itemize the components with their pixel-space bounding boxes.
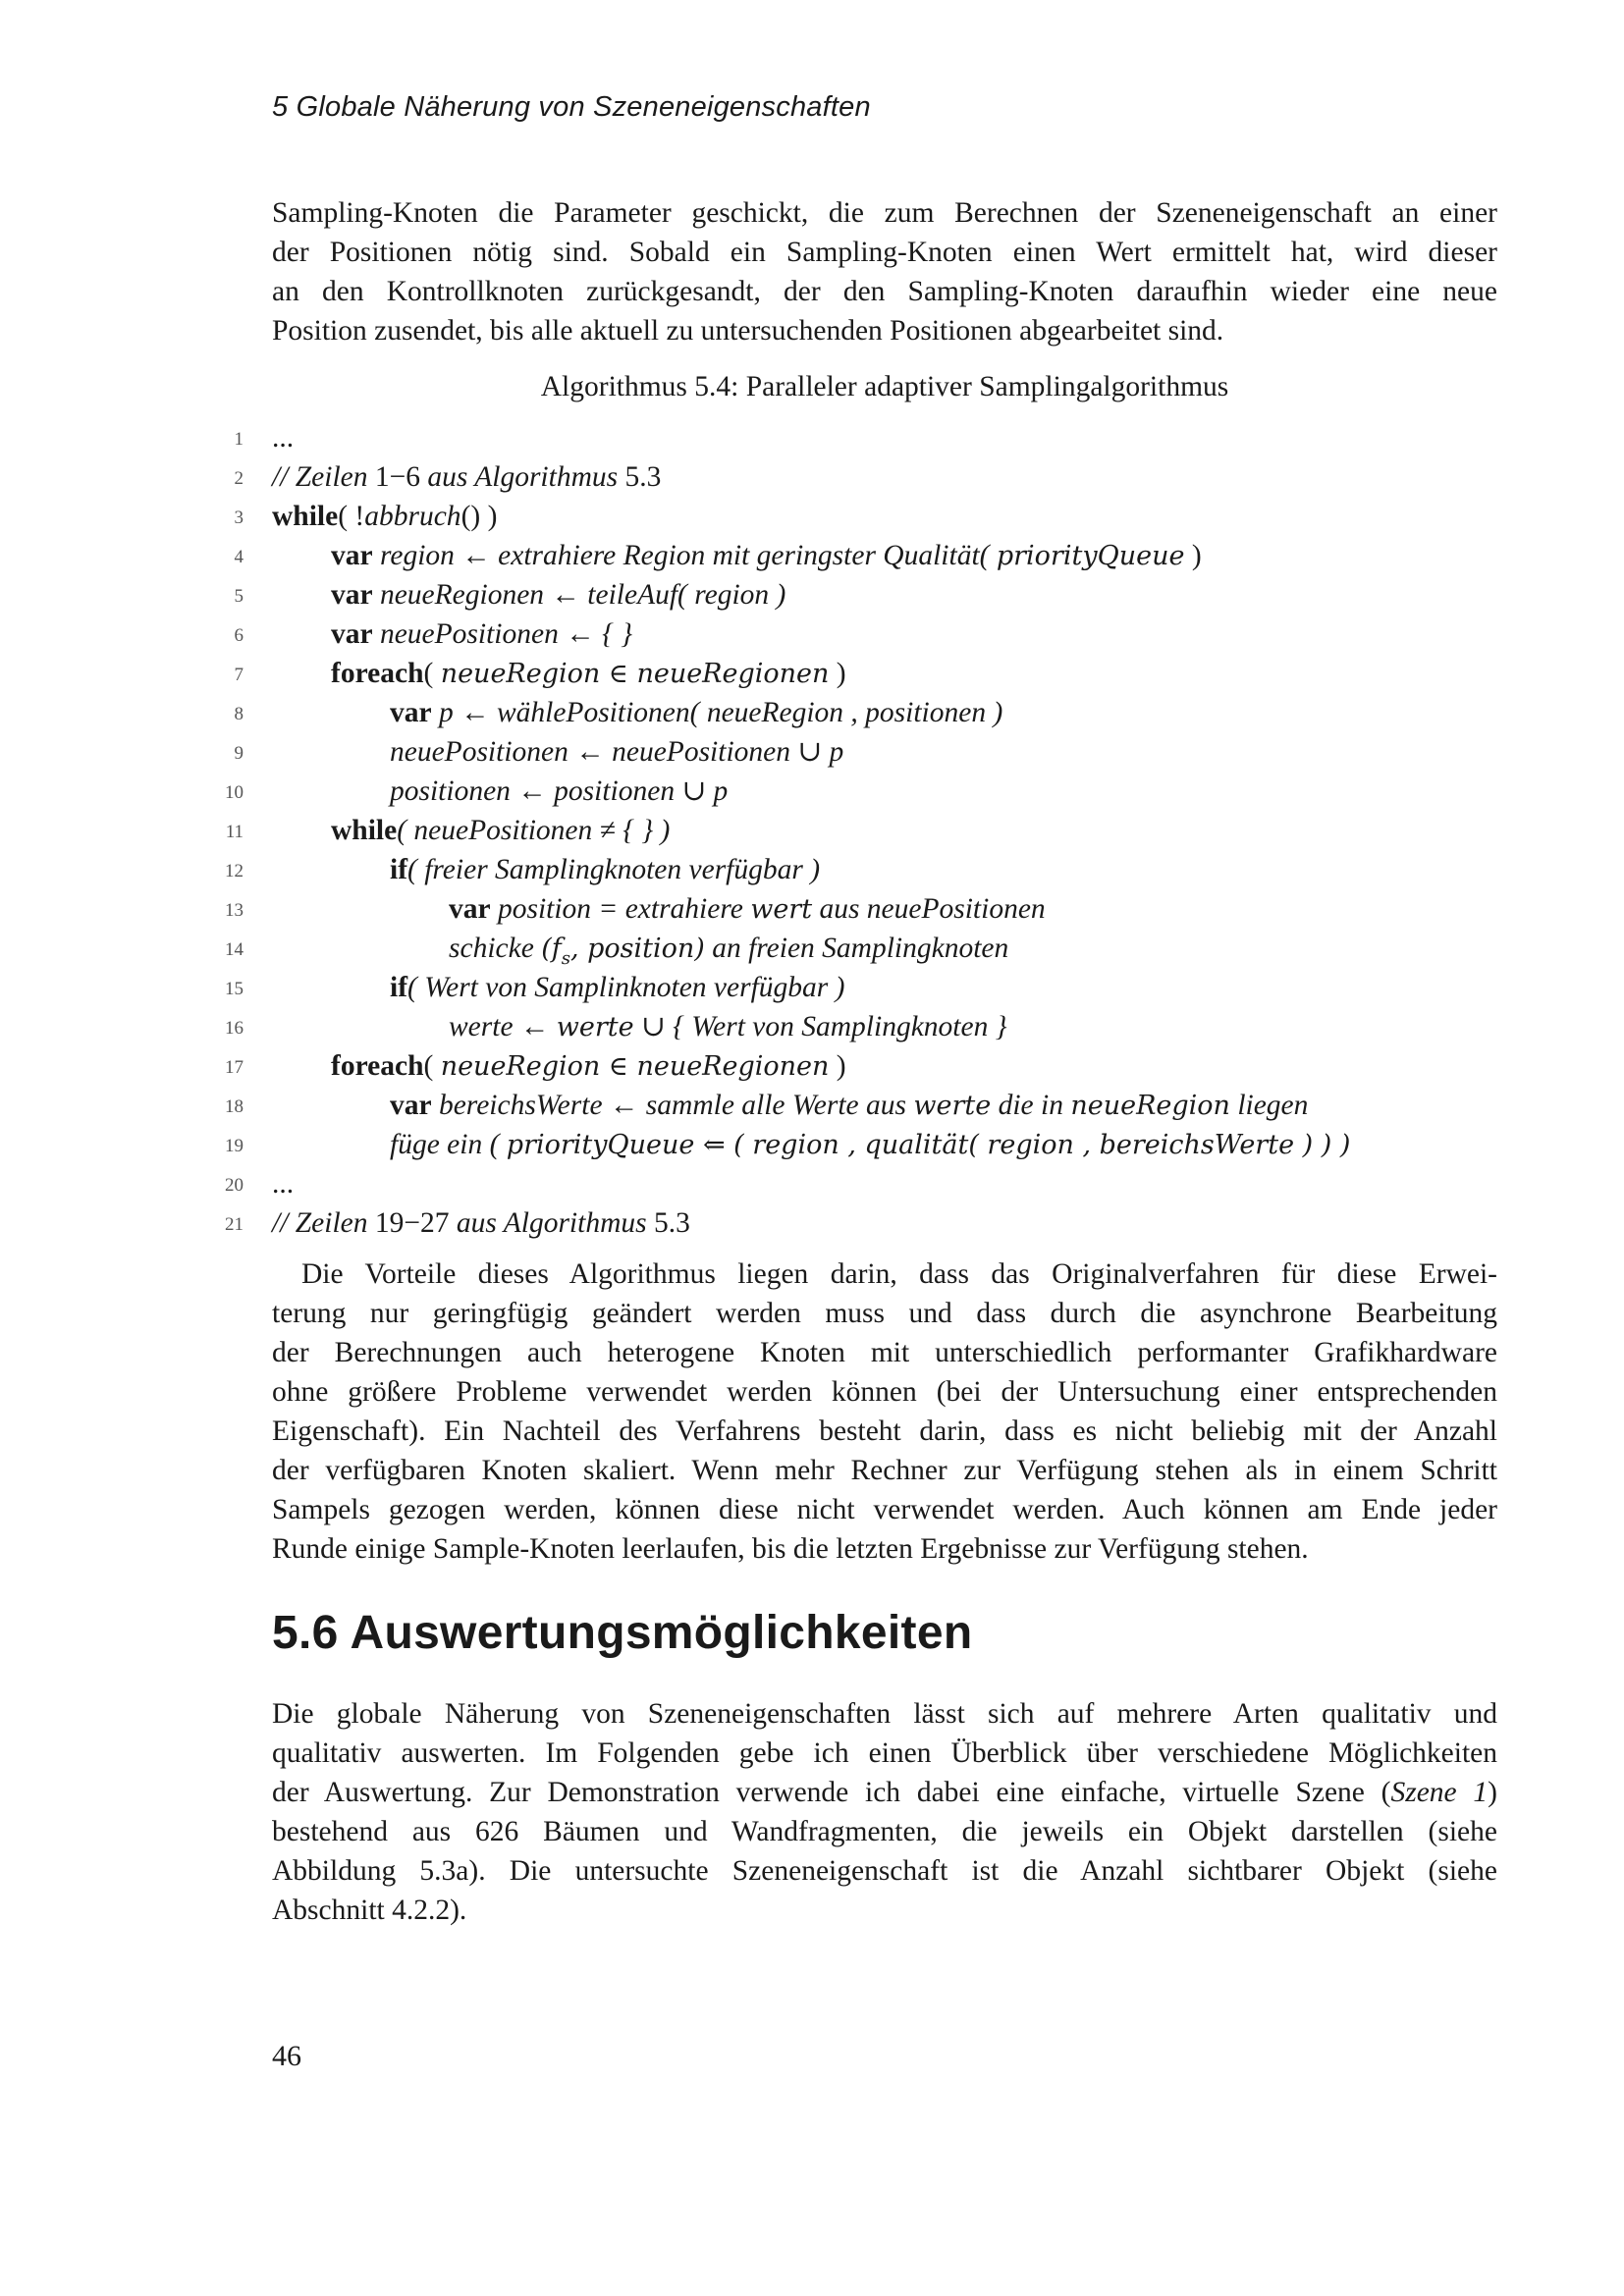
text-fragment: ) bbox=[1488, 1777, 1497, 1808]
code-text bbox=[449, 1007, 1007, 1047]
algorithm-line bbox=[196, 1046, 1512, 1086]
code-text bbox=[390, 968, 844, 1007]
code-text: positionen ← positionen ∪ p bbox=[390, 775, 729, 807]
section-heading: 5.6 Auswertungsmöglichkeiten bbox=[272, 1607, 973, 1659]
code-text bbox=[390, 693, 1002, 732]
text-line: terung nur geringfügig geändert werden muss und dass durch die asynchrone Bearbeitung bbox=[272, 1298, 1497, 1329]
code-text bbox=[272, 497, 497, 536]
code-text: an freien Samplingknoten bbox=[704, 933, 1009, 964]
text-line: Position zusendet, bis alle aktuell zu untersuchenden Positionen abgearbeitet sind. bbox=[272, 315, 1224, 347]
code-text: schicke bbox=[449, 933, 542, 964]
math-range: 19−27 bbox=[374, 1207, 450, 1239]
math-subscript: s bbox=[561, 947, 570, 969]
code-text bbox=[331, 811, 670, 850]
algorithm-line bbox=[196, 614, 1512, 654]
code-text bbox=[272, 1203, 690, 1243]
keyword: var bbox=[331, 579, 373, 611]
code-text: ) bbox=[829, 658, 846, 689]
algorithm-line bbox=[196, 772, 1512, 811]
code-text: die in bbox=[991, 1090, 1071, 1121]
line-number: 10 bbox=[225, 782, 244, 803]
math-symbol: , position) bbox=[569, 934, 705, 964]
math-symbol: werte bbox=[556, 1012, 634, 1042]
algorithm-line bbox=[196, 732, 1512, 772]
algorithm-caption: Algorithmus 5.4: Paralleler adaptiver Samplingalgorithmus bbox=[540, 371, 1229, 402]
comment-text: aus Algorithmus bbox=[420, 461, 625, 493]
math-range: 1−6 bbox=[374, 461, 421, 493]
code-text: ( ! bbox=[338, 501, 365, 532]
code-text: ( neuePositionen ≠ { } ) bbox=[397, 815, 671, 846]
running-header: 5 Globale Näherung von Szeneneigenschaften bbox=[272, 91, 871, 123]
line-number: 19 bbox=[225, 1136, 244, 1156]
math-symbol: neueRegion ∈ neueRegionen bbox=[440, 659, 830, 689]
keyword: var bbox=[331, 540, 373, 571]
math-symbol: neueRegion bbox=[1070, 1091, 1230, 1121]
line-number: 2 bbox=[234, 468, 244, 489]
keyword: var bbox=[390, 697, 432, 728]
keyword: if bbox=[390, 972, 408, 1003]
comment-text: // Zeilen bbox=[272, 461, 375, 493]
keyword: var bbox=[331, 618, 373, 650]
math-symbol: neueRegion ∈ neueRegionen bbox=[440, 1051, 830, 1082]
keyword: while bbox=[331, 815, 398, 846]
text-line: der Positionen nötig sind. Sobald ein Sampling-Knoten einen Wert ermittelt hat, wird dieser bbox=[272, 237, 1497, 268]
code-text: neuePositionen ← { } bbox=[372, 618, 633, 650]
text-line: Sampels gezogen werden, können diese nicht verwendet werden. Auch können am Ende jeder bbox=[272, 1494, 1497, 1525]
line-number: 15 bbox=[225, 979, 244, 999]
math-symbol: priorityQueue bbox=[996, 541, 1185, 571]
line-number: 1 bbox=[234, 429, 244, 450]
algorithm-line bbox=[196, 1203, 1512, 1243]
code-text: ( bbox=[423, 658, 441, 689]
algorithm-line bbox=[196, 1164, 1512, 1203]
text-line: der verfügbaren Knoten skaliert. Wenn mehr Rechner zur Verfügung stehen als in einem Schritt bbox=[272, 1455, 1497, 1486]
algorithm-line bbox=[196, 457, 1512, 497]
code-text: neuePositionen ← neuePositionen ∪ p bbox=[390, 736, 844, 768]
line-number: 18 bbox=[225, 1096, 244, 1117]
code-text: ( Wert von Samplinknoten verfügbar ) bbox=[407, 972, 845, 1003]
math-symbol: (f bbox=[541, 934, 562, 964]
text-line: Abschnitt 4.2.2). bbox=[272, 1895, 467, 1926]
code-text: liegen bbox=[1229, 1090, 1309, 1121]
text-line: Sampling-Knoten die Parameter geschickt, die zum Berechnen der Szeneneigenschaft an einer bbox=[272, 197, 1497, 229]
algorithm-line bbox=[196, 1086, 1512, 1125]
algorithm-line bbox=[196, 536, 1512, 575]
text-line: Abbildung 5.3a). Die untersuchte Szeneneigenschaft ist die Anzahl sichtbarer Objekt (siehe bbox=[272, 1855, 1497, 1887]
line-number: 21 bbox=[225, 1214, 244, 1235]
text-line: ohne größere Probleme verwendet werden können (bei der Untersuchung einer entsprechenden bbox=[272, 1376, 1497, 1408]
math-ref: 5.3 bbox=[624, 461, 662, 493]
algorithm-line bbox=[196, 1007, 1512, 1046]
discussion-paragraph bbox=[272, 1255, 1497, 1569]
code-text: neueRegionen ← teileAuf( region ) bbox=[372, 579, 786, 611]
scene-name: Szene 1 bbox=[1390, 1777, 1489, 1808]
algorithm-line bbox=[196, 811, 1512, 850]
math-ref: 5.3 bbox=[653, 1207, 690, 1239]
code-text: ... bbox=[272, 422, 295, 454]
keyword: var bbox=[390, 1090, 432, 1121]
code-text bbox=[331, 575, 785, 614]
math-symbol: wert bbox=[750, 894, 813, 925]
algorithm-line bbox=[196, 575, 1512, 614]
code-text bbox=[331, 614, 632, 654]
text-line: Die globale Näherung von Szeneneigenschaften lässt sich auf mehrere Arten qualitativ und bbox=[272, 1698, 1497, 1730]
code-text bbox=[390, 1125, 1350, 1165]
line-number: 7 bbox=[234, 665, 244, 685]
keyword: foreach bbox=[331, 1050, 424, 1082]
line-number: 6 bbox=[234, 625, 244, 646]
line-number: 5 bbox=[234, 586, 244, 607]
code-text bbox=[331, 536, 1202, 576]
text-line: Eigenschaft). Ein Nachteil des Verfahrens besteht darin, dass es nicht beliebig mit der Anzahl bbox=[272, 1415, 1497, 1447]
line-number: 11 bbox=[225, 822, 244, 842]
line-number: 12 bbox=[225, 861, 244, 881]
code-text: ) bbox=[829, 1050, 846, 1082]
math-symbol: priorityQueue ⇐ ( region , qualität( region , bereichsWerte ) ) ) bbox=[506, 1130, 1351, 1160]
intro-paragraph bbox=[272, 193, 1497, 350]
algorithm-line bbox=[196, 929, 1512, 968]
code-text: () ) bbox=[460, 501, 498, 532]
section-paragraph bbox=[272, 1694, 1497, 1930]
keyword: while bbox=[272, 501, 339, 532]
algorithm-line bbox=[196, 497, 1512, 536]
text-line bbox=[272, 1773, 1497, 1812]
line-number: 16 bbox=[225, 1018, 244, 1039]
code-text: aus neuePositionen bbox=[812, 893, 1046, 925]
text-line: an den Kontrollknoten zurückgesandt, der den Sampling-Knoten daraufhin wieder eine neue bbox=[272, 276, 1497, 307]
line-number: 20 bbox=[225, 1175, 244, 1196]
algorithm-line bbox=[196, 418, 1512, 457]
comment-text: // Zeilen bbox=[272, 1207, 375, 1239]
code-text bbox=[390, 1086, 1308, 1126]
algorithm-line bbox=[196, 889, 1512, 929]
code-text: ( freier Samplingknoten verfügbar ) bbox=[407, 854, 821, 885]
code-text: abbruch bbox=[364, 501, 461, 532]
math-symbol: werte bbox=[913, 1091, 992, 1121]
algorithm-line bbox=[196, 968, 1512, 1007]
algorithm-line bbox=[196, 850, 1512, 889]
code-text: region ← extrahiere Region mit geringster Qualität( bbox=[372, 540, 997, 571]
code-text: ∪ { Wert von Samplingknoten } bbox=[633, 1011, 1007, 1042]
code-text: p ← wählePositionen( neueRegion , positionen ) bbox=[431, 697, 1003, 728]
algorithm-line bbox=[196, 1125, 1512, 1164]
text-line: Runde einige Sample-Knoten leerlaufen, bis die letzten Ergebnisse zur Verfügung stehen. bbox=[272, 1533, 1309, 1565]
code-text: ( bbox=[423, 1050, 441, 1082]
algorithm-line bbox=[196, 693, 1512, 732]
comment-text: aus Algorithmus bbox=[449, 1207, 654, 1239]
code-text: ... bbox=[272, 1168, 295, 1200]
line-number: 14 bbox=[225, 939, 244, 960]
page-number: 46 bbox=[272, 2040, 301, 2072]
code-text: ) bbox=[1184, 540, 1202, 571]
keyword: var bbox=[449, 893, 491, 925]
line-number: 13 bbox=[225, 900, 244, 921]
text-line: Die Vorteile dieses Algorithmus liegen darin, dass das Originalverfahren für diese Erwei- bbox=[301, 1258, 1497, 1290]
code-text: werte ← bbox=[449, 1011, 557, 1042]
code-text: bereichsWerte ← sammle alle Werte aus bbox=[431, 1090, 914, 1121]
algorithm-line bbox=[196, 654, 1512, 693]
text-fragment: der Auswertung. Zur Demonstration verwende ich dabei eine einfache, virtuelle Szene ( bbox=[272, 1777, 1391, 1808]
keyword: foreach bbox=[331, 658, 424, 689]
line-number: 9 bbox=[234, 743, 244, 764]
code-text bbox=[390, 850, 820, 889]
line-number: 3 bbox=[234, 507, 244, 528]
code-text bbox=[272, 457, 661, 497]
text-line: der Berechnungen auch heterogene Knoten mit unterschiedlich performanter Grafikhardware bbox=[272, 1337, 1497, 1368]
code-text bbox=[449, 889, 1046, 930]
line-number: 8 bbox=[234, 704, 244, 724]
line-number: 4 bbox=[234, 547, 244, 567]
keyword: if bbox=[390, 854, 408, 885]
text-line: qualitativ auswerten. Im Folgenden gebe ich einen Überblick über verschiedene Möglichkeiten bbox=[272, 1737, 1497, 1769]
code-text bbox=[331, 1046, 846, 1087]
code-text: position = extrahiere bbox=[490, 893, 751, 925]
text-line: bestehend aus 626 Bäumen und Wandfragmenten, die jeweils ein Objekt darstellen (siehe bbox=[272, 1816, 1497, 1847]
code-text: füge ein ( bbox=[390, 1129, 507, 1160]
code-text bbox=[331, 654, 846, 694]
line-number: 17 bbox=[225, 1057, 244, 1078]
